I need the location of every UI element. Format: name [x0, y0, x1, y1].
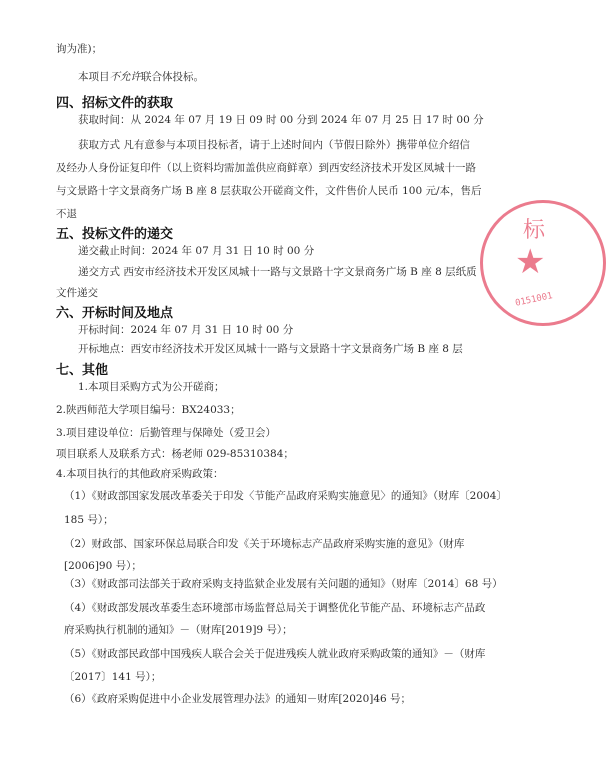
text-line: 不退: [56, 208, 77, 220]
section-heading: 七、其他: [56, 363, 109, 378]
text-line: 3.项目建设单位：后勤管理与保障处（爱卫会）: [56, 427, 277, 439]
text-line: 及经办人身份证复印件（以上资料均需加盖供应商鲜章）到西安经济技术开发区凤城十一路: [56, 162, 476, 174]
star-icon: ★: [515, 242, 546, 282]
text-line: 〔2017〕141 号）；: [64, 671, 162, 683]
text-line: （5）《财政部民政部中国残疾人联合会关于促进残疾人就业政府采购政策的通知》－（财库: [64, 648, 486, 660]
text-line: 开标地点：西安市经济技术开发区凤城十一路与文景路十字文景商务广场 B 座 8 层: [78, 343, 463, 355]
seal-text: 标: [523, 218, 546, 243]
text-line: 询为准)；: [56, 43, 103, 55]
text-line: （4）《财政部发展改革委生态环境部市场监督总局关于调整优化节能产品、环境标志产品政: [64, 602, 486, 614]
text-line: （1）《财政部国家发展改革委关于印发〈节能产品政府采购实施意见〉的通知》（财库〔2004〕: [64, 490, 507, 502]
text-line: 获取方式 凡有意参与本项目投标者，请于上述时间内（节假日除外）携带单位介绍信: [78, 139, 470, 151]
text-line: 本项目不允许联合体投标。: [78, 71, 204, 83]
text-line: 1.本项目采购方式为公开磋商；: [78, 381, 225, 393]
text-line: [2006]90 号）；: [64, 560, 142, 572]
text-line: 4.本项目执行的其他政府采购政策：: [56, 468, 224, 480]
text-line: （2）财政部、国家环保总局联合印发《关于环境标志产品政府采购实施的意见》（财库: [64, 538, 465, 550]
text-line: 获取时间：从 2024 年 07 月 19 日 09 时 00 分到 2024 年 07 月 25 日 17 时 00 分: [78, 114, 484, 126]
seal-stamp: [480, 200, 606, 326]
section-heading: 四、招标文件的获取: [56, 96, 174, 111]
text-line: 2.陕西师范大学项目编号：BX24033；: [56, 404, 241, 416]
section-heading: 五、投标文件的递交: [56, 227, 174, 242]
text-line: 项目联系人及联系方式：杨老师 029-85310384；: [56, 448, 294, 460]
text-line: 府采购执行机制的通知》－（财库[2019]9 号）；: [64, 624, 293, 636]
text-line: （6）《政府采购促进中小企业发展管理办法》的通知－财库[2020]46 号；: [64, 693, 412, 705]
text-line: 与文景路十字文景商务广场 B 座 8 层获取公开磋商文件，文件售价人民币 100 元/本，售后: [56, 185, 482, 197]
text-line: 185 号）；: [64, 514, 114, 526]
text-line: 递交方式 西安市经济技术开发区凤城十一路与文景路十字文景商务广场 B 座 8 层纸质: [78, 266, 477, 278]
text-line: （3）《财政部司法部关于政府采购支持监狱企业发展有关问题的通知》（财库〔2014〕68 号）: [64, 578, 503, 590]
text-line: 开标时间：2024 年 07 月 31 日 10 时 00 分: [78, 324, 294, 336]
section-heading: 六、开标时间及地点: [56, 306, 174, 321]
text-line: 文件递交: [56, 287, 98, 299]
text-line: 递交截止时间：2024 年 07 月 31 日 10 时 00 分: [78, 245, 315, 257]
seal-code: 0151001: [514, 291, 554, 309]
